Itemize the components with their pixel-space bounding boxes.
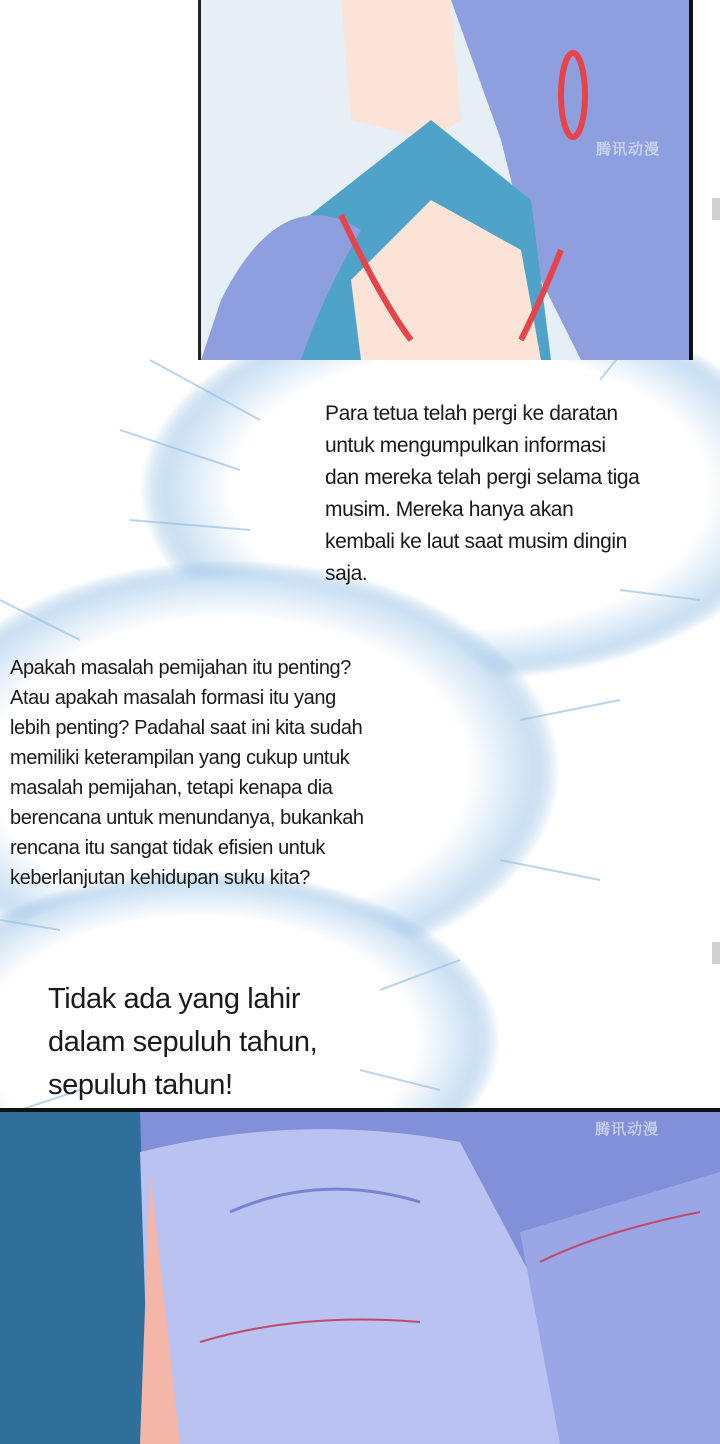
speech-bubble-1	[325, 398, 715, 590]
bubble-line: rencana itu sangat tidak efisien untuk	[10, 837, 326, 859]
speech-bubble-3	[48, 978, 408, 1107]
bubble-line: lebih penting? Padahal saat ini kita sudah	[10, 717, 363, 739]
page-edge-marker	[712, 198, 720, 220]
watermark-logo: 腾讯动漫	[596, 141, 661, 158]
page-edge-marker	[712, 942, 720, 964]
top-comic-panel	[198, 0, 693, 360]
character-illustration-top	[201, 0, 689, 360]
bubble-line: dalam sepuluh tahun,	[48, 1026, 318, 1058]
character-illustration-bottom	[0, 1112, 720, 1444]
bubble-line: dan mereka telah pergi selama tiga	[325, 466, 640, 489]
bubble-line: Tidak ada yang lahir	[48, 983, 301, 1015]
bottom-comic-panel	[0, 1108, 720, 1444]
bubble-line: Atau apakah masalah formasi itu yang	[10, 687, 336, 709]
bubble-line: berencana untuk menundanya, bukankah	[10, 807, 364, 829]
bubble-line: Para tetua telah pergi ke daratan	[325, 402, 618, 425]
speech-bubble-2	[10, 653, 430, 893]
bubble-line: sepuluh tahun!	[48, 1069, 233, 1101]
bubble-line: memiliki keterampilan yang cukup untuk	[10, 747, 350, 769]
bubble-line: musim. Mereka hanya akan	[325, 498, 574, 521]
watermark-logo: 腾讯动漫	[595, 1121, 660, 1138]
bubble-line: masalah pemijahan, tetapi kenapa dia	[10, 777, 333, 799]
bubble-line: kembali ke laut saat musim dingin	[325, 530, 627, 553]
bubble-line: keberlanjutan kehidupan suku kita?	[10, 867, 310, 889]
bubble-line: saja.	[325, 562, 368, 585]
bubble-line: untuk mengumpulkan informasi	[325, 434, 606, 457]
bubble-line: Apakah masalah pemijahan itu penting?	[10, 657, 352, 679]
